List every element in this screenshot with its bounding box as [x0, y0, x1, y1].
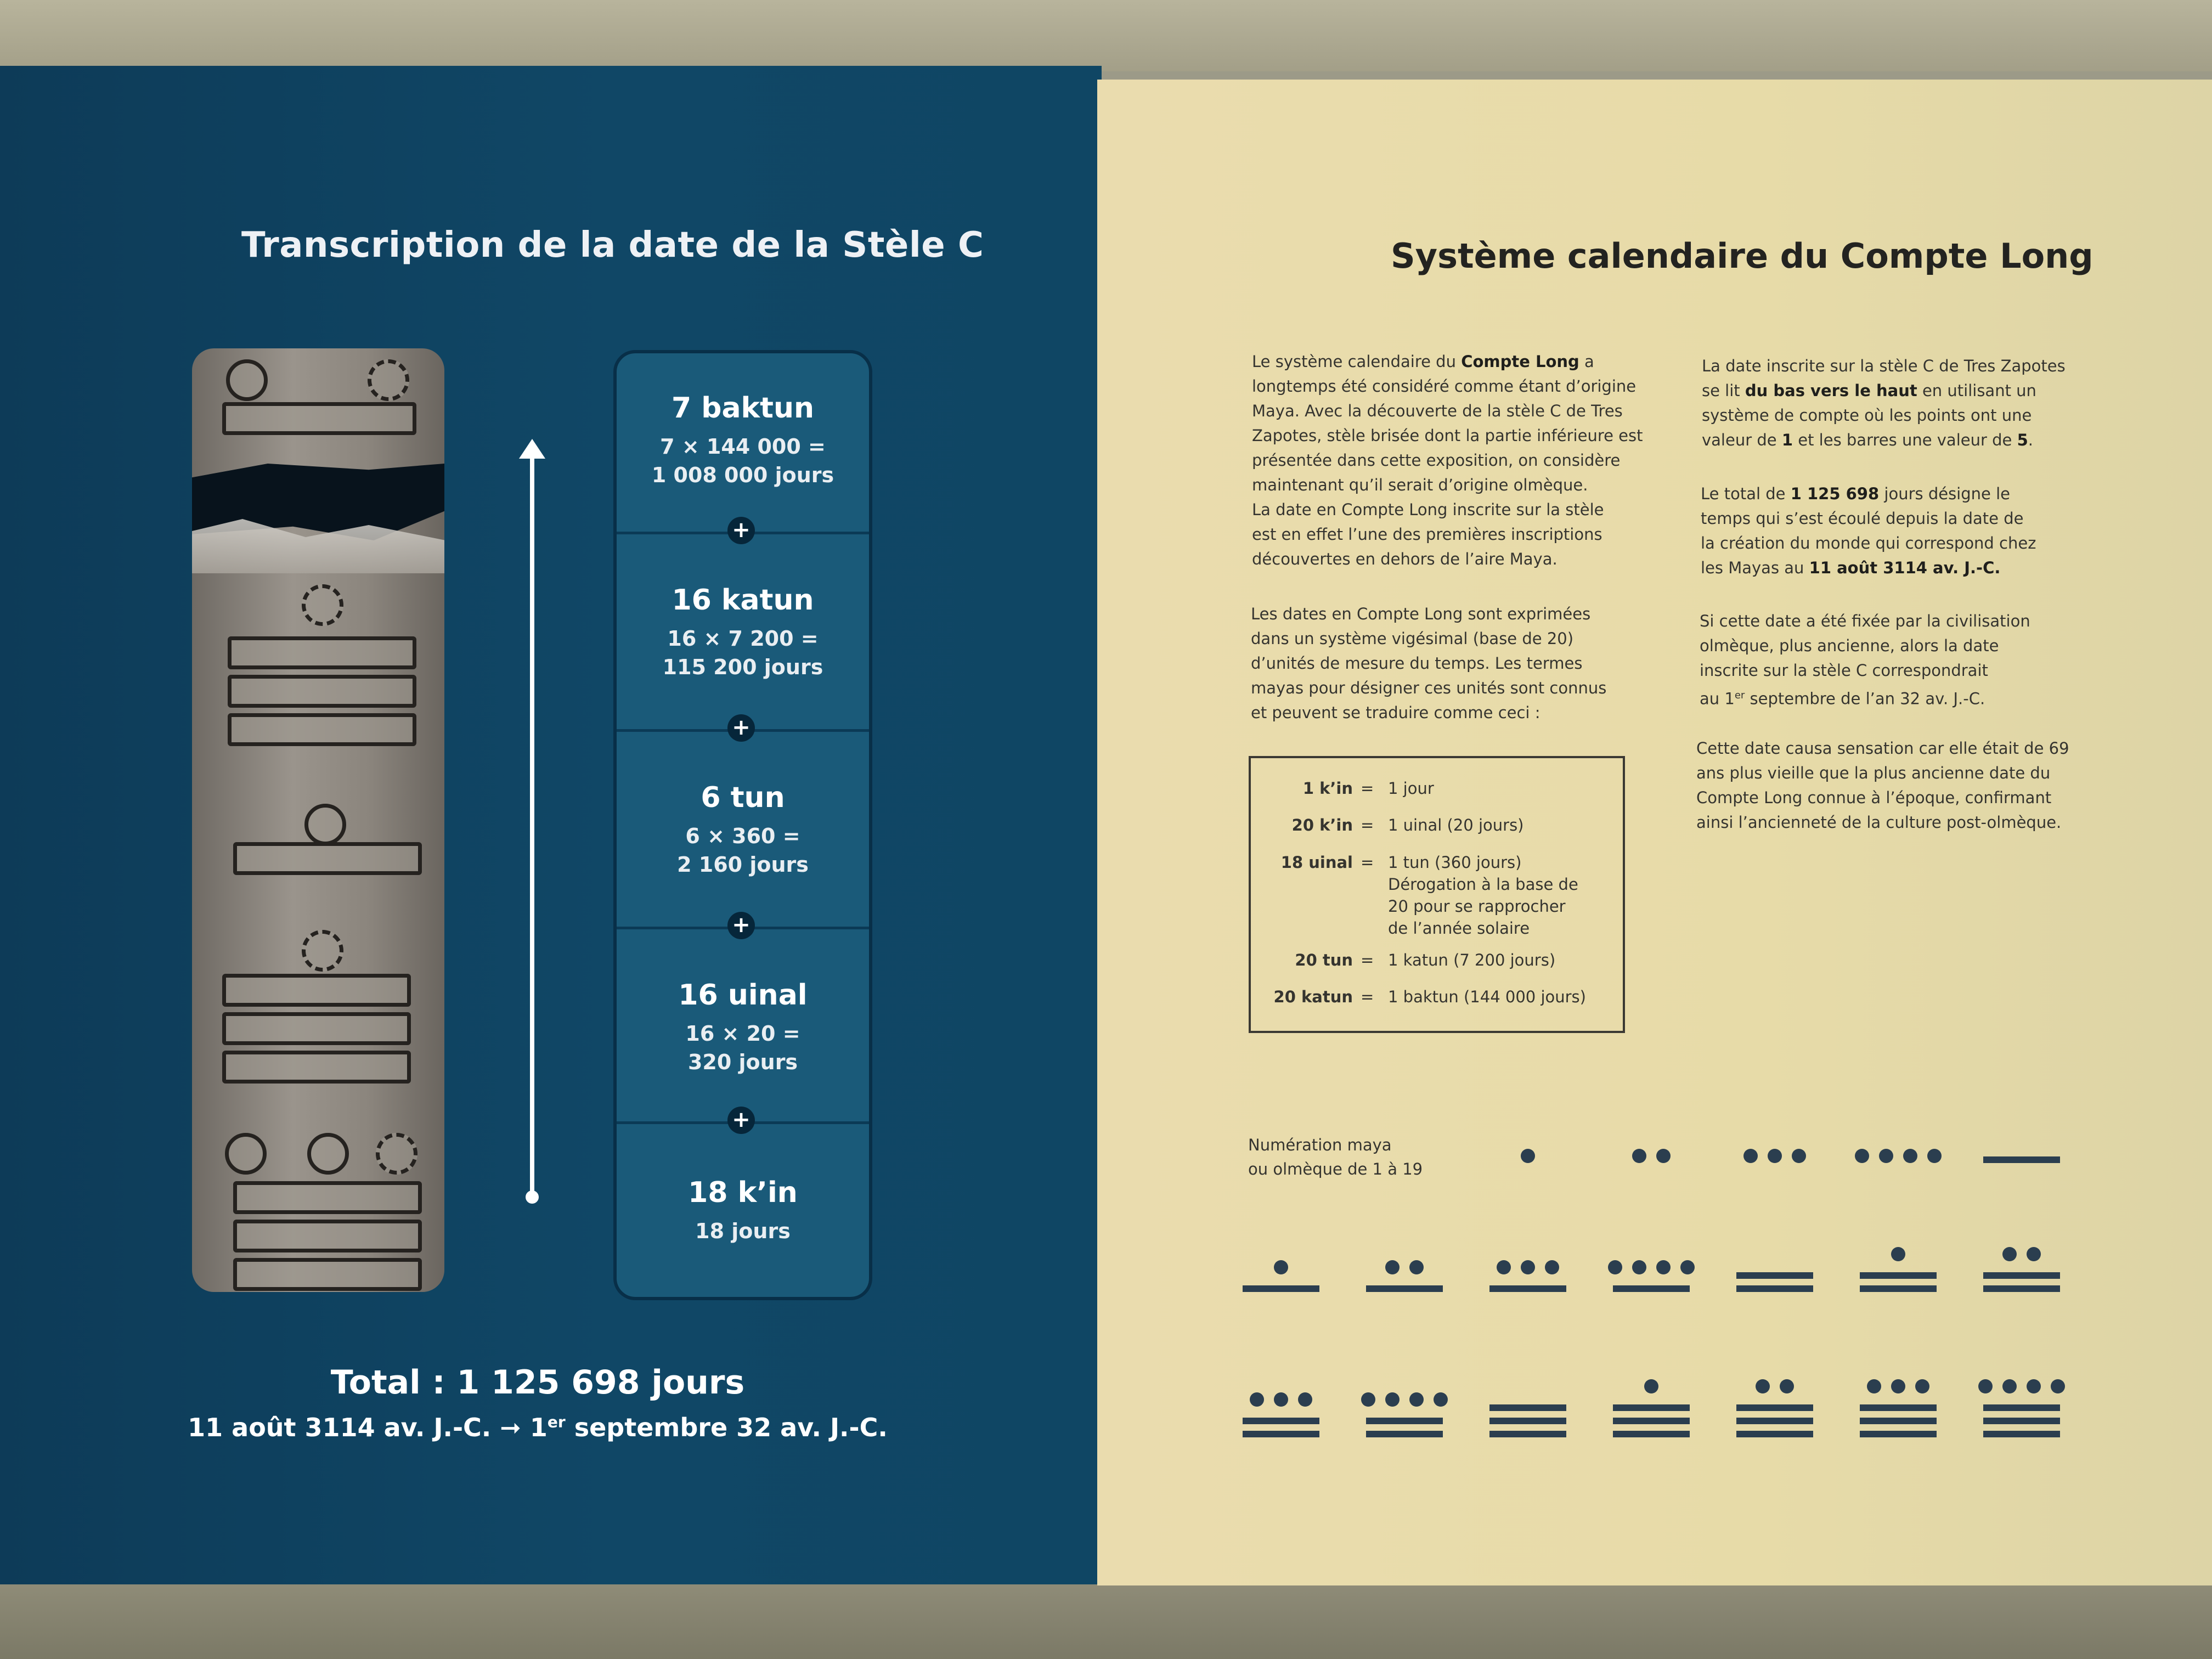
numeral-dot: [1891, 1379, 1905, 1393]
numeral-dot: [1978, 1379, 1993, 1393]
right-title: Système calendaire du Compte Long: [1391, 236, 2094, 276]
stele-bar: [228, 636, 416, 669]
text: Maya. Avec la découverte de la stèle C de Tres: [1252, 402, 1623, 420]
numeral-bar: [1860, 1404, 1937, 1411]
reading-arrow: [530, 450, 534, 1196]
numeral-dot: [1867, 1379, 1881, 1393]
text: et peuvent se traduire comme ceci :: [1251, 703, 1541, 722]
numeral-dot: [1656, 1260, 1671, 1274]
total-days: Total : 1 125 698 jours: [330, 1363, 745, 1402]
text: temps qui s’est écoulé depuis la date de: [1701, 509, 2024, 528]
unit-note: 20 pour se rapprocher: [1388, 897, 1566, 916]
numeral-bar: [1983, 1272, 2060, 1279]
stele-bar: [222, 1012, 411, 1045]
text: la création du monde qui correspond chez: [1701, 534, 2036, 552]
numeral-bar: [1860, 1285, 1937, 1292]
stele-dot: [226, 359, 268, 401]
text-bold: 1: [1781, 431, 1793, 449]
numeral-dot: [1608, 1260, 1622, 1274]
numeral-bar: [1613, 1404, 1690, 1411]
numeral-dot: [1756, 1379, 1770, 1393]
text: inscrite sur la stèle C correspondrait: [1700, 661, 1988, 680]
range-end-day: 1: [529, 1413, 548, 1442]
period-calc-2: 115 200 jours: [662, 655, 823, 679]
text-bold: 5: [2017, 431, 2028, 449]
numeral-bar: [1736, 1418, 1813, 1424]
numeral-dot: [1915, 1379, 1929, 1393]
text: mayas pour désigner ces unités sont connus: [1251, 679, 1607, 697]
text: maintenant qu’il serait d’origine olmèque.: [1252, 476, 1588, 494]
text: Le système calendaire du: [1252, 352, 1462, 371]
period-katun: [617, 534, 869, 732]
text: Si cette date a été fixée par la civilisation: [1700, 612, 2030, 630]
numeral-dot: [1644, 1379, 1658, 1393]
numeral-dot: [2002, 1379, 2017, 1393]
numeral-bar: [1983, 1431, 2060, 1437]
text: se lit: [1702, 381, 1745, 400]
unit-value: 1 jour: [1388, 779, 1434, 798]
numeral-dot: [1497, 1260, 1511, 1274]
numeral-dot: [1743, 1149, 1758, 1163]
numeral-bar: [1613, 1418, 1690, 1424]
text: au 1: [1700, 689, 1735, 708]
stele-dot: [302, 930, 343, 972]
stele-bar: [222, 1051, 411, 1084]
numeral-dot: [1855, 1149, 1869, 1163]
numeral-bar: [1736, 1404, 1813, 1411]
intro-paragraph: [1252, 349, 1669, 572]
vigesimal-paragraph: [1251, 602, 1668, 725]
text: Cette date causa sensation car elle était de 69: [1696, 739, 2069, 758]
text: .: [2028, 431, 2033, 449]
unit: 20 katun: [1273, 988, 1353, 1006]
numeral-dot: [2002, 1247, 2017, 1261]
numeral-bar: [1243, 1285, 1319, 1292]
plus-sign: +: [727, 714, 755, 742]
numeral-dot: [1632, 1149, 1646, 1163]
numeral-dot: [1656, 1149, 1671, 1163]
text: ainsi l’ancienneté de la culture post-olmèque.: [1696, 813, 2062, 832]
text: présentée dans cette exposition, on considère: [1252, 451, 1621, 470]
numeral-dot: [2027, 1379, 2041, 1393]
period-calc-2: 320 jours: [687, 1050, 798, 1074]
wall-top: [0, 0, 2212, 71]
period-kin: [617, 1124, 869, 1297]
text: Numération maya: [1248, 1136, 1392, 1154]
sensation-paragraph: [1696, 736, 2080, 835]
numeral-dot: [1274, 1392, 1288, 1407]
stele-bar: [233, 1220, 422, 1252]
olmec-paragraph: [1700, 609, 2084, 712]
numeral-bar: [1736, 1272, 1813, 1279]
unit: 18 uinal: [1280, 853, 1353, 872]
wall-bottom: [0, 1583, 2212, 1659]
reading-arrow-tail: [526, 1190, 539, 1204]
numeral-bar: [1983, 1418, 2060, 1424]
stele-c-photo: [192, 348, 444, 1292]
period-tun: [617, 732, 869, 929]
numeral-bar: [1736, 1431, 1813, 1437]
text: dans un système vigésimal (base de 20): [1251, 629, 1574, 648]
stele-dot: [225, 1133, 267, 1175]
stele-dot: [376, 1133, 417, 1175]
period-calc-1: 7 × 144 000 =: [660, 435, 826, 459]
left-panel: [0, 66, 1102, 1584]
numeral-dot: [1274, 1260, 1288, 1274]
total-paragraph: [1701, 482, 2085, 580]
stele-dot: [302, 584, 343, 626]
text: les Mayas au: [1701, 558, 1809, 577]
text: olmèque, plus ancienne, alors la date: [1700, 636, 1999, 655]
unit: 20 tun: [1295, 951, 1353, 969]
numeral-dot: [1903, 1149, 1917, 1163]
stele-bar: [222, 402, 416, 435]
stele-bar: [233, 842, 422, 875]
numeral-bar: [1860, 1431, 1937, 1437]
stele-dot: [368, 359, 409, 401]
numeral-dot: [1879, 1149, 1893, 1163]
numeral-dot: [1385, 1392, 1400, 1407]
numeral-dot: [1521, 1260, 1535, 1274]
plus-sign: +: [727, 517, 755, 544]
text: valeur de: [1702, 431, 1782, 449]
unit-note: Dérogation à la base de: [1388, 875, 1578, 894]
numeral-dot: [1780, 1379, 1794, 1393]
numeral-bar: [1860, 1272, 1937, 1279]
stele-bar: [233, 1258, 422, 1291]
units-table: [1249, 756, 1625, 1033]
left-title: Transcription de la date de la Stèle C: [241, 225, 984, 266]
period-name: 16 katun: [672, 584, 814, 617]
range-end-sup: er: [547, 1413, 566, 1431]
numeral-bar: [1243, 1418, 1319, 1424]
period-calc-2: 2 160 jours: [677, 853, 809, 877]
range-end-rest: septembre 32 av. J.-C.: [565, 1413, 888, 1442]
plus-sign: +: [727, 912, 755, 939]
numeral-bar: [1366, 1418, 1443, 1424]
period-name: 18 k’in: [688, 1176, 798, 1209]
equals: =: [1361, 816, 1374, 834]
numeral-bar: [1243, 1431, 1319, 1437]
text: découvertes en dehors de l’aire Maya.: [1252, 550, 1558, 568]
text-sup: er: [1734, 690, 1745, 701]
text: et les barres une valeur de: [1793, 431, 2017, 449]
text: ans plus vieille que la plus ancienne date du: [1696, 764, 2051, 782]
text: septembre de l’an 32 av. J.-C.: [1745, 689, 1985, 708]
text: Zapotes, stèle brisée dont la partie inférieure est: [1252, 426, 1643, 445]
stele-bar: [228, 713, 416, 746]
unit-value: 1 tun (360 jours): [1388, 853, 1522, 872]
numeral-bar: [1613, 1285, 1690, 1292]
stele-dot: [304, 804, 346, 845]
unit: 1 k’in: [1302, 779, 1353, 798]
numeral-dot: [1409, 1392, 1424, 1407]
numeral-dot: [1891, 1247, 1905, 1261]
text: en utilisant un: [1917, 381, 2036, 400]
text: Compte Long connue à l’époque, confirmant: [1696, 788, 2052, 807]
period-baktun: [617, 353, 869, 534]
text: d’unités de mesure du temps. Les termes: [1251, 654, 1583, 673]
numeration-label: [1248, 1133, 1423, 1181]
numeral-dot: [1250, 1392, 1264, 1407]
stele-dot: [307, 1133, 349, 1175]
period-name: 16 uinal: [678, 979, 808, 1012]
equals: =: [1361, 951, 1374, 969]
text: La date en Compte Long inscrite sur la stèle: [1252, 500, 1604, 519]
text: jours désigne le: [1879, 484, 2010, 503]
unit-note: de l’année solaire: [1388, 919, 1530, 938]
numeral-dot: [1632, 1260, 1646, 1274]
numeral-bar: [1489, 1431, 1566, 1437]
period-calc-1: 6 × 360 =: [685, 824, 800, 848]
unit: 20 k’in: [1291, 816, 1353, 834]
period-name: 7 baktun: [671, 392, 815, 425]
text-bold: 1 125 698: [1790, 484, 1880, 503]
numeral-bar: [1366, 1431, 1443, 1437]
text: Les dates en Compte Long sont exprimées: [1251, 605, 1591, 623]
unit-value: 1 baktun (144 000 jours): [1388, 988, 1586, 1006]
text: ou olmèque de 1 à 19: [1248, 1160, 1423, 1178]
stele-bar: [233, 1181, 422, 1214]
numeral-dot: [2051, 1379, 2065, 1393]
equals: =: [1361, 853, 1374, 872]
numeral-bar: [1983, 1156, 2060, 1163]
stele-bar: [228, 675, 416, 708]
numeral-dot: [1927, 1149, 1942, 1163]
numeral-dot: [1298, 1392, 1312, 1407]
period-calc-1: 16 × 7 200 =: [667, 627, 819, 651]
numeral-bar: [1489, 1404, 1566, 1411]
text: Le total de: [1701, 484, 1791, 503]
numeral-dot: [2027, 1247, 2041, 1261]
text-bold: 11 août 3114 av. J.-C.: [1809, 558, 2001, 577]
numeral-dot: [1434, 1392, 1448, 1407]
text: longtemps été considéré comme étant d’origine: [1252, 377, 1637, 396]
text-bold: Compte Long: [1461, 352, 1579, 371]
range-start: 11 août 3114 av. J.-C.: [188, 1413, 492, 1442]
equals: =: [1361, 988, 1374, 1006]
plus-sign: +: [727, 1107, 755, 1134]
equals: =: [1361, 779, 1374, 798]
date-range: [0, 1413, 1075, 1442]
numeral-bar: [1366, 1285, 1443, 1292]
numeral-dot: [1768, 1149, 1782, 1163]
text: système de compte où les points ont une: [1702, 406, 2032, 425]
period-calc-1: 16 × 20 =: [685, 1022, 800, 1046]
numeral-dot: [1409, 1260, 1424, 1274]
numeral-bar: [1489, 1418, 1566, 1424]
numeral-dot: [1792, 1149, 1806, 1163]
numeral-dot: [1521, 1149, 1535, 1163]
period-calc-1: 18 jours: [695, 1219, 791, 1243]
numeral-dot: [1545, 1260, 1559, 1274]
numeral-dot: [1361, 1392, 1375, 1407]
unit-value: 1 uinal (20 jours): [1388, 816, 1524, 834]
numeral-bar: [1613, 1431, 1690, 1437]
numeral-bar: [1489, 1285, 1566, 1292]
unit-value-block: [1388, 851, 1618, 939]
period-uinal: [617, 929, 869, 1124]
text: a: [1579, 352, 1594, 371]
numeral-dot: [1385, 1260, 1400, 1274]
numeral-bar: [1983, 1404, 2060, 1411]
text: La date inscrite sur la stèle C de Tres Zapotes: [1702, 357, 2066, 375]
arrow-right-icon: ➞: [500, 1413, 521, 1442]
period-column: [613, 350, 872, 1300]
numeral-bar: [1860, 1418, 1937, 1424]
numeral-bar: [1983, 1285, 2060, 1292]
text-bold: du bas vers le haut: [1745, 381, 1917, 400]
numeral-dot: [1680, 1260, 1695, 1274]
reading-paragraph: [1702, 354, 2086, 453]
period-name: 6 tun: [701, 781, 785, 814]
unit-value: 1 katun (7 200 jours): [1388, 951, 1556, 969]
text: est en effet l’une des premières inscriptions: [1252, 525, 1602, 544]
stele-bar: [222, 974, 411, 1007]
period-calc-2: 1 008 000 jours: [651, 463, 834, 487]
numeral-bar: [1736, 1285, 1813, 1292]
